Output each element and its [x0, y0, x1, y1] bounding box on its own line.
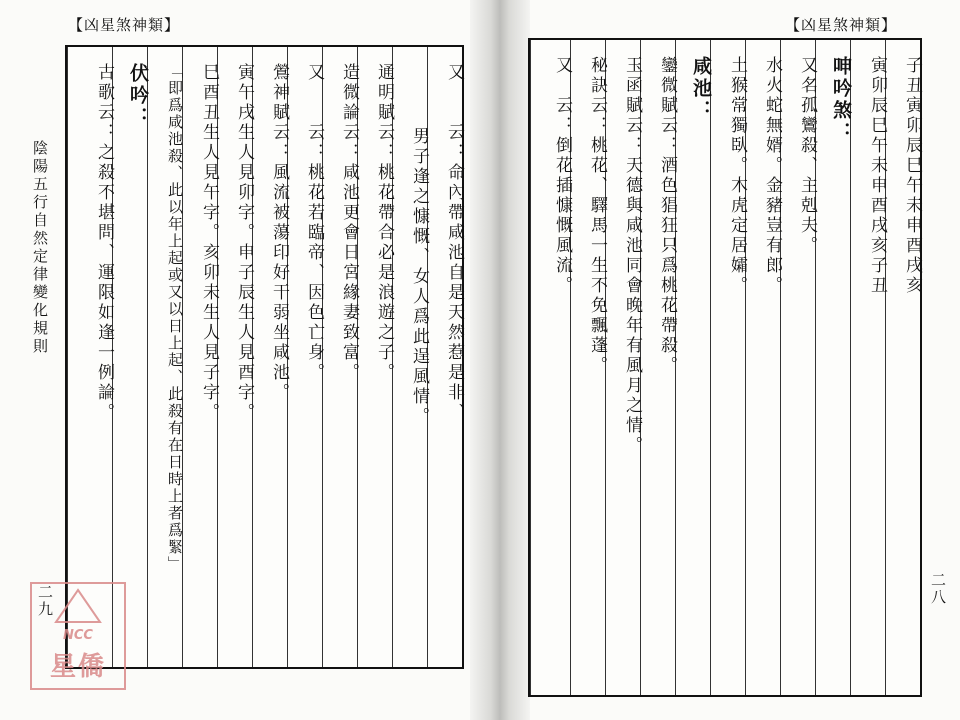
- right-heading-shenyin: 呻吟煞：: [815, 40, 850, 695]
- right-column-9: 玉函賦云：天德與咸池同會晚年有風月之情。: [605, 40, 640, 695]
- left-column-11: 古歌云：之殺不堪問、運限如逢一例論。: [67, 47, 112, 667]
- stamp-name: 星僑: [49, 652, 106, 682]
- triangle-icon: [54, 588, 102, 624]
- right-column-2: 寅卯辰巳午未申酉戌亥子丑: [850, 40, 885, 695]
- book-title: 陰陽五行自然定律變化規則: [31, 140, 49, 356]
- left-text-frame: [65, 45, 464, 669]
- right-column-10: 秘訣云：桃花、驛馬一生不免飄蓬。: [570, 40, 605, 695]
- left-column-5: 又 云：桃花若臨帝、因色亡身。: [287, 47, 322, 667]
- left-column-4: 造微論云：咸池更會日宮緣妻致富。: [322, 47, 357, 667]
- right-page-number: 二八: [929, 572, 947, 606]
- right-column-8: 鑾微賦云：酒色猖狂只爲桃花帶殺。: [640, 40, 675, 695]
- right-heading-xianchi: 咸池：: [675, 40, 710, 695]
- stamp-code: NCC: [63, 628, 93, 643]
- right-column-5: 水火蛇無婿。金豬豈有郎。: [745, 40, 780, 695]
- left-column-2: 男子逢之慷慨、女人爲此逞風情。: [392, 47, 427, 667]
- right-page: [500, 0, 960, 720]
- ncc-stamp-logo: [30, 582, 126, 690]
- right-column-11: 又 云：倒花插慷慨風流。: [530, 40, 570, 695]
- left-column-1: 又 云：命內帶咸池自是天然惹是非、: [427, 47, 462, 667]
- right-column-1: 子丑寅卯辰巳午未申酉戌亥: [885, 40, 920, 695]
- right-page-header: 【凶星煞神類】: [785, 16, 898, 34]
- right-text-frame: [528, 38, 922, 697]
- left-column-7: 寅午戌生人見卯字。申子辰生人見酉字。: [217, 47, 252, 667]
- right-column-4: 又名孤鸞殺、主剋夫。: [780, 40, 815, 695]
- left-column-8: 巳酉丑生人見午字。亥卯未生人見子字。: [182, 47, 217, 667]
- left-page-number: 二九: [36, 584, 54, 618]
- left-column-9: 「即爲咸池殺、此以年上起或又以日上起、此殺有在日時上者爲緊」: [147, 47, 182, 667]
- left-column-3: 通明賦云：桃花帶合必是浪遊之子。: [357, 47, 392, 667]
- left-column-6: 鶯神賦云：風流被蕩印好干弱坐咸池。: [252, 47, 287, 667]
- right-column-6: 土猴常獨臥。木虎定居孀。: [710, 40, 745, 695]
- left-heading-fuyin: 伏吟：: [112, 47, 147, 667]
- left-page-header: 【凶星煞神類】: [68, 16, 181, 34]
